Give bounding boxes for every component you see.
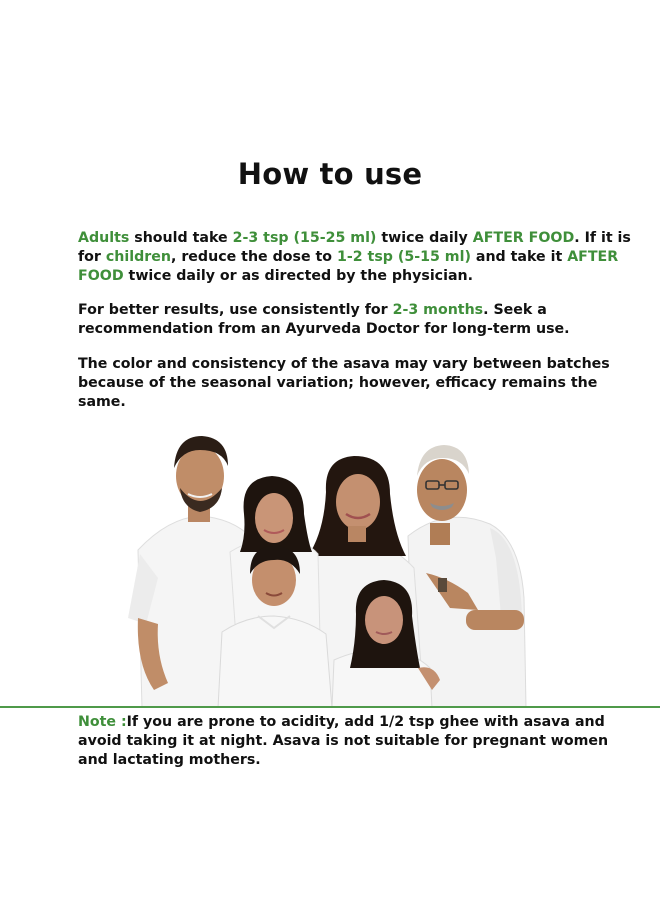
dosage-text: should take xyxy=(129,230,233,246)
after-food-highlight: AFTER FOOD xyxy=(78,249,619,284)
family-photo xyxy=(128,428,538,708)
divider-line xyxy=(0,706,660,708)
adult-dose-highlight: 2-3 tsp (15-25 ml) xyxy=(232,230,377,246)
duration-text: For better results, use consistently for xyxy=(78,302,393,318)
dosage-text: . If it is for xyxy=(78,230,631,265)
after-food-highlight: AFTER FOOD xyxy=(472,230,575,246)
duration-paragraph xyxy=(78,301,633,339)
child-dose-highlight: 1-2 tsp (5-15 ml) xyxy=(336,249,471,265)
variation-paragraph: The color and consistency of the asava may vary between batches because of the seasonal variation; however, efficacy remains the same. xyxy=(78,356,610,410)
dosage-paragraph xyxy=(78,229,633,286)
adults-highlight: Adults xyxy=(78,230,130,246)
note-label: Note : xyxy=(78,714,127,730)
children-highlight: children xyxy=(105,249,171,265)
dosage-text: twice daily or as directed by the physician. xyxy=(123,268,474,284)
dosage-text: twice daily xyxy=(376,230,473,246)
dosage-text: , reduce the dose to xyxy=(170,249,337,265)
note-paragraph xyxy=(78,713,633,770)
dosage-text: and take it xyxy=(470,249,568,265)
note-text: If you are prone to acidity, add 1/2 tsp ghee with asava and avoid taking it at night. Asava is not suitable for pregnant women and lactating mothers. xyxy=(78,714,609,768)
page-title: How to use xyxy=(237,157,423,191)
duration-text: . Seek a recommendation from an Ayurveda Doctor for long-term use. xyxy=(78,302,570,337)
duration-highlight: 2-3 months xyxy=(392,302,484,318)
